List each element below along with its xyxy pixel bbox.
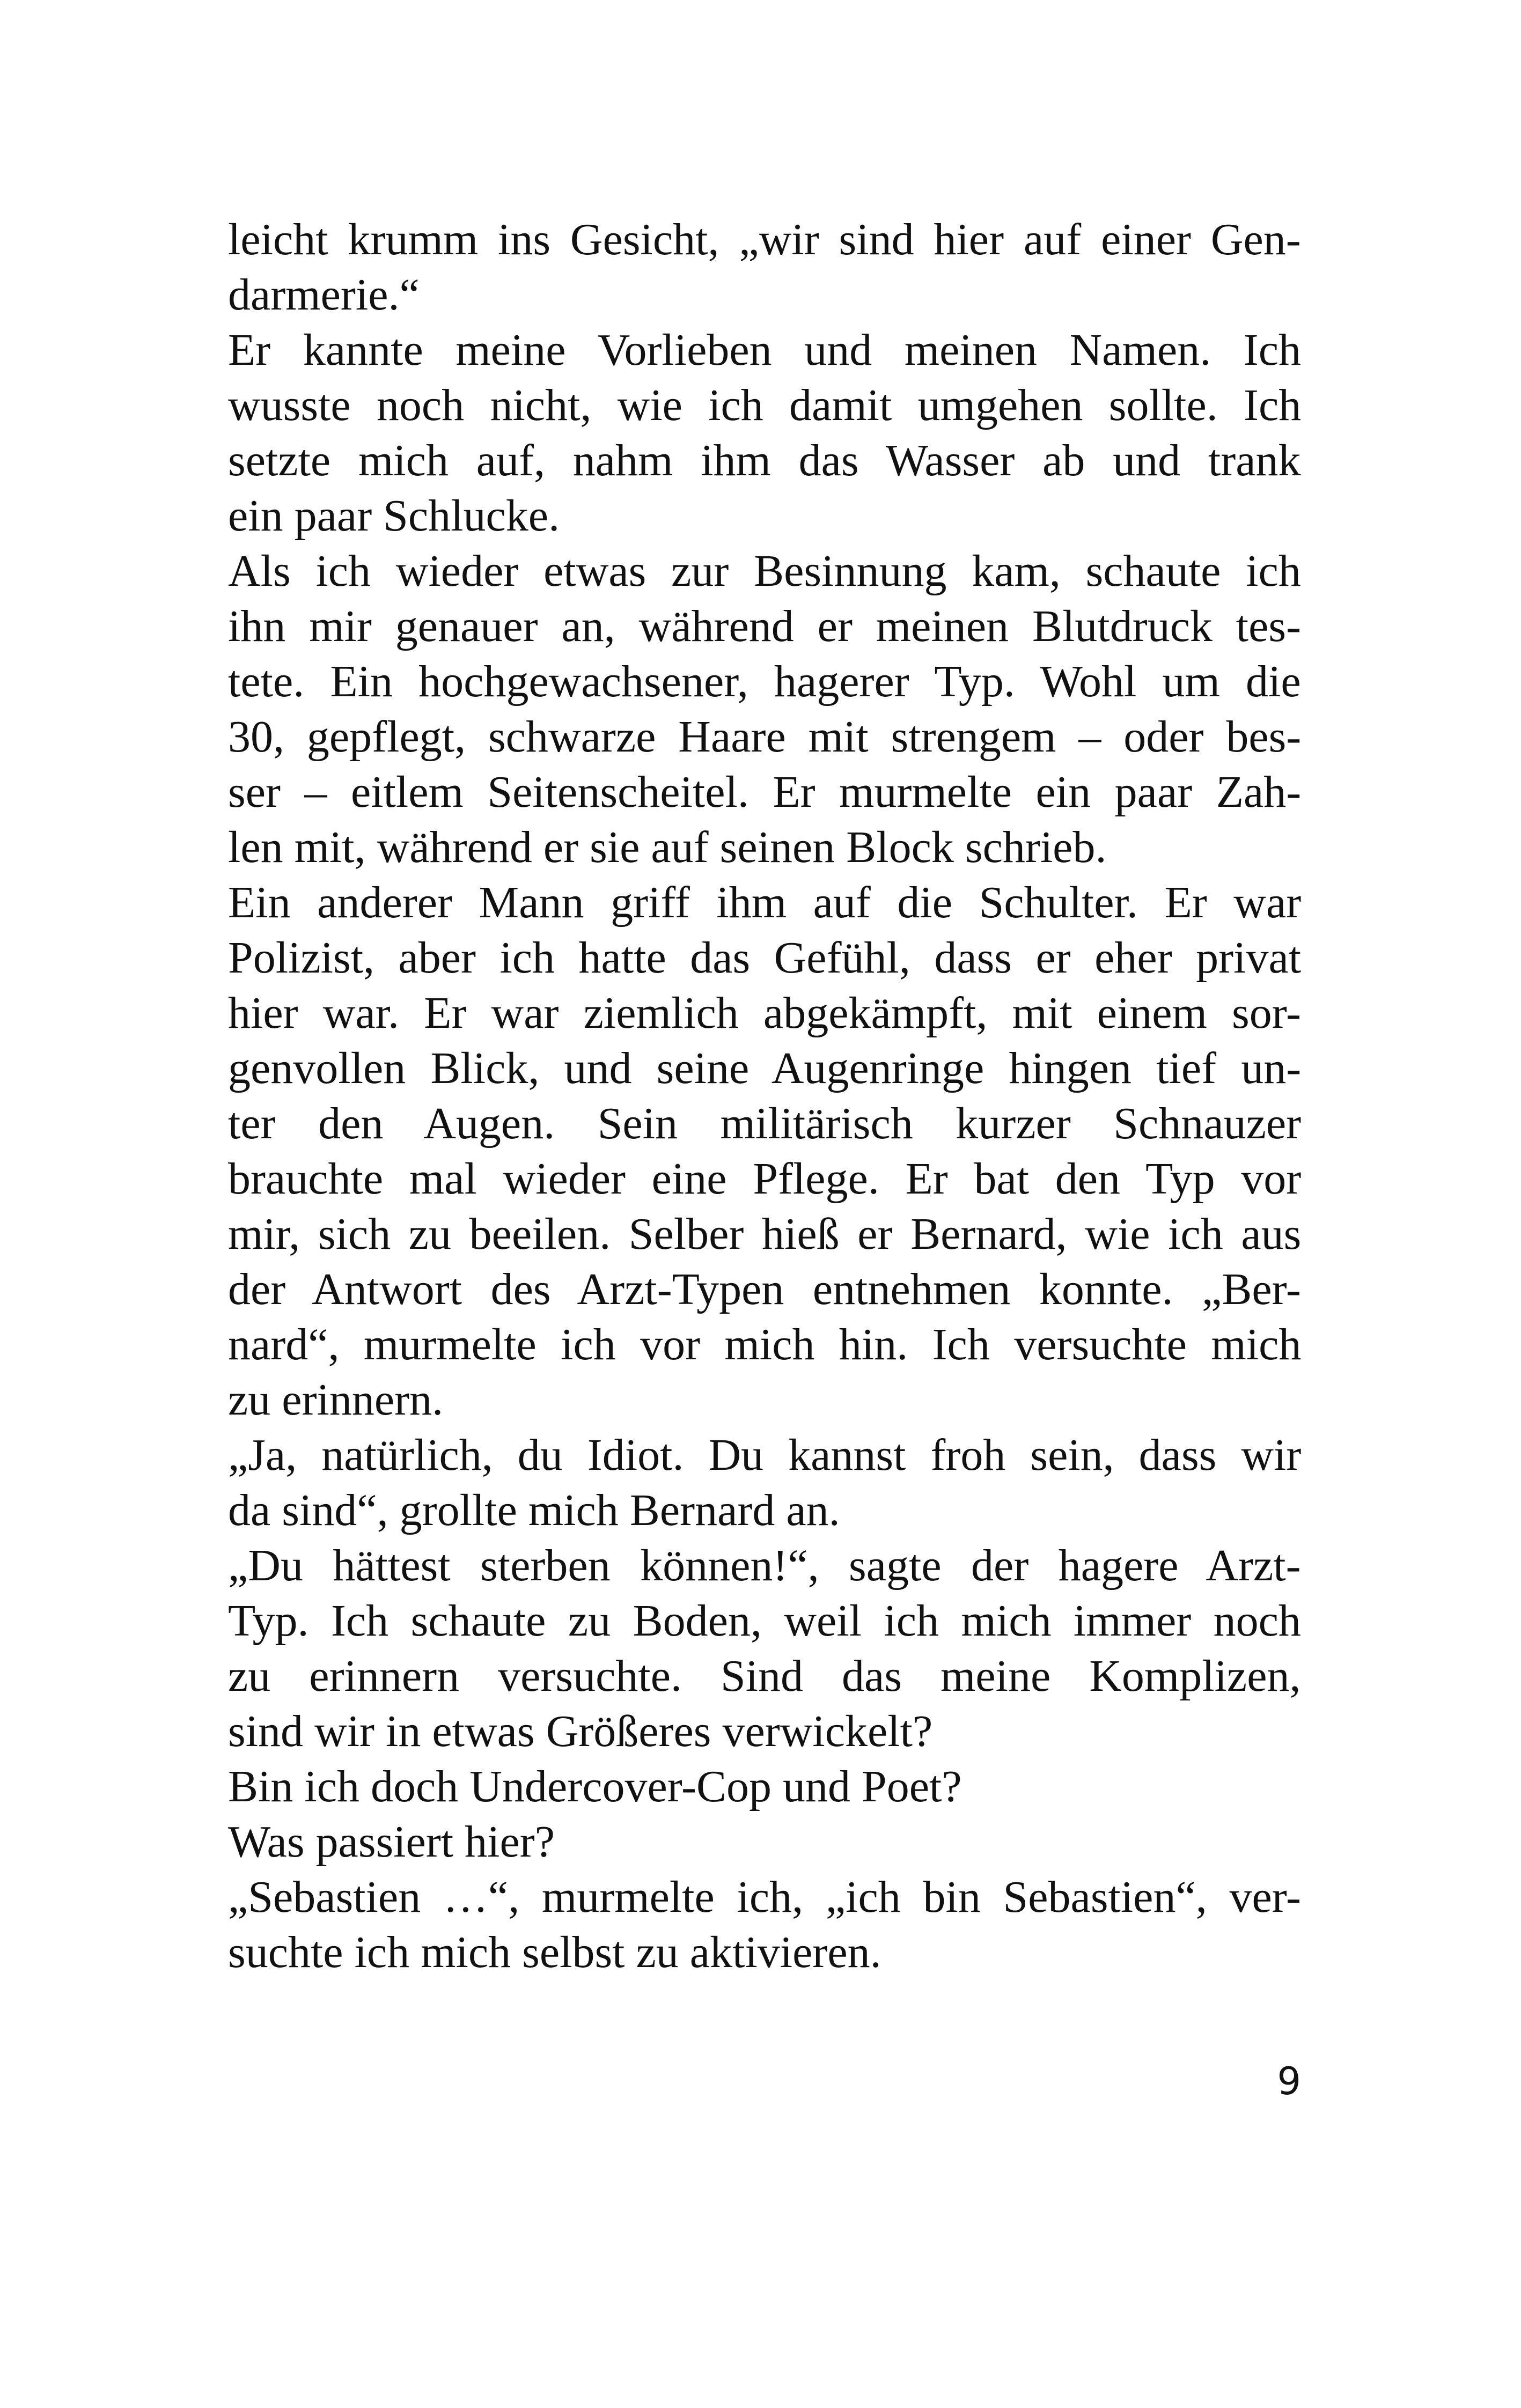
text-line: „Du hättest sterben können!“, sagte der hagere Arzt- <box>228 1541 1301 1590</box>
text-line: Typ. Ich schaute zu Boden, weil ich mich immer noch <box>228 1596 1301 1646</box>
text-line: da sind“, grollte mich Bernard an. <box>228 1485 840 1535</box>
text-line: Was passiert hier? <box>228 1817 555 1867</box>
text-line: Polizist, aber ich hatte das Gefühl, dass er eher privat <box>228 933 1302 983</box>
text-line: sind wir in etwas Größeres verwickelt? <box>228 1706 933 1756</box>
text-line: Bin ich doch Undercover-Cop und Poet? <box>228 1762 962 1811</box>
text-line: nard“, murmelte ich vor mich hin. Ich versuchte mich <box>228 1320 1302 1369</box>
text-line: darmerie.“ <box>228 270 420 320</box>
body-text <box>228 212 1301 1980</box>
text-line: brauchte mal wieder eine Pflege. Er bat den Typ vor <box>228 1154 1302 1204</box>
text-line: Ein anderer Mann griff ihm auf die Schulter. Er war <box>228 878 1302 927</box>
text-line: „Sebastien …“, murmelte ich, „ich bin Sebastien“, ver- <box>228 1872 1302 1922</box>
text-line: Als ich wieder etwas zur Besinnung kam, schaute ich <box>228 546 1301 596</box>
text-line: genvollen Blick, und seine Augenringe hingen tief un- <box>228 1043 1302 1093</box>
text-line: wusste noch nicht, wie ich damit umgehen sollte. Ich <box>228 380 1302 430</box>
text-line: len mit, während er sie auf seinen Block schrieb. <box>228 822 1107 872</box>
text-line: 30, gepflegt, schwarze Haare mit strengem – oder bes- <box>228 712 1302 762</box>
text-line: „Ja, natürlich, du Idiot. Du kannst froh sein, dass wir <box>228 1430 1302 1480</box>
text-line: mir, sich zu beeilen. Selber hieß er Bernard, wie ich aus <box>228 1209 1302 1259</box>
text-line: ter den Augen. Sein militärisch kurzer Schnauzer <box>228 1099 1302 1148</box>
text-line: ihn mir genauer an, während er meinen Blutdruck tes- <box>228 601 1302 651</box>
text-line: ser – eitlem Seitenscheitel. Er murmelte ein paar Zah- <box>228 767 1302 817</box>
text-line: zu erinnern versuchte. Sind das meine Komplizen, <box>228 1651 1301 1701</box>
page-number: 9 <box>1277 2059 1301 2103</box>
text-line: ein paar Schlucke. <box>228 491 560 541</box>
text-line: der Antwort des Arzt-Typen entnehmen konnte. „Ber- <box>228 1264 1301 1314</box>
text-line: setzte mich auf, nahm ihm das Wasser ab und trank <box>228 436 1301 485</box>
text-line: tete. Ein hochgewachsener, hagerer Typ. Wohl um die <box>228 657 1301 706</box>
text-line: leicht krumm ins Gesicht, „wir sind hier auf einer Gen- <box>228 215 1301 264</box>
text-line: suchte ich mich selbst zu aktivieren. <box>228 1927 881 1977</box>
text-line: zu erinnern. <box>228 1375 444 1425</box>
text-line: Er kannte meine Vorlieben und meinen Namen. Ich <box>228 325 1302 375</box>
text-line: hier war. Er war ziemlich abgekämpft, mit einem sor- <box>228 988 1301 1038</box>
